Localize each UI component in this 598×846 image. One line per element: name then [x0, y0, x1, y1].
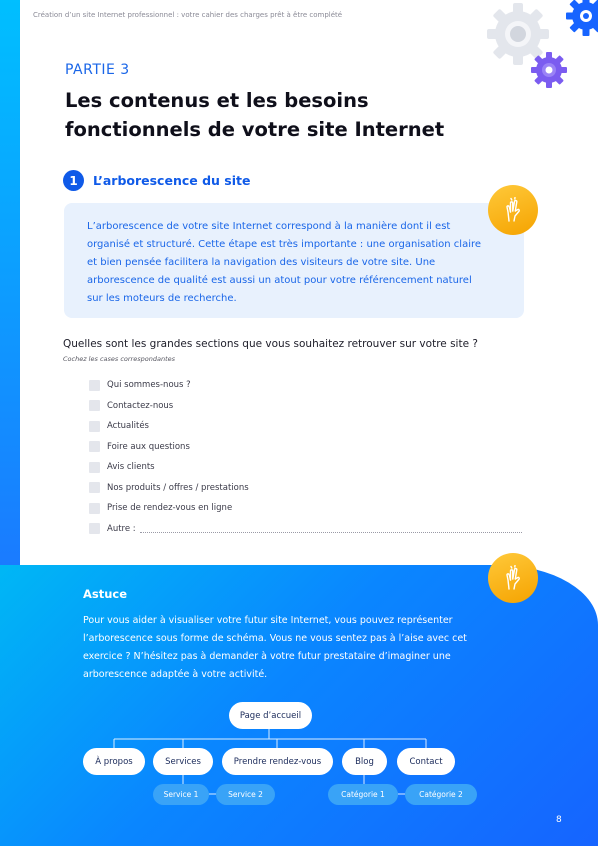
- left-accent-stripe: [0, 0, 20, 565]
- other-answer-line[interactable]: [140, 524, 522, 533]
- checklist-item-other[interactable]: [89, 519, 522, 540]
- checkbox[interactable]: [89, 482, 100, 493]
- checklist-item[interactable]: [89, 396, 522, 417]
- fingers-crossed-hand-icon: [488, 553, 538, 603]
- astuce-title: Astuce: [83, 587, 128, 601]
- sitemap-subnode-service-1: Service 1: [153, 784, 209, 805]
- checkbox[interactable]: [89, 462, 100, 473]
- sitemap-node-contact: Contact: [397, 748, 455, 775]
- checklist-label: Contactez-nous: [107, 400, 174, 411]
- checkbox[interactable]: [89, 421, 100, 432]
- checklist-item[interactable]: [89, 375, 522, 396]
- checkbox[interactable]: [89, 503, 100, 514]
- hand-glyph: [500, 197, 526, 223]
- fingers-crossed-hand-icon: [488, 185, 538, 235]
- section-heading: [63, 170, 250, 191]
- checklist-label: Actualités: [107, 421, 149, 432]
- sitemap-subnode-categorie-1: Catégorie 1: [328, 784, 398, 805]
- sitemap-node-a-propos: À propos: [83, 748, 145, 775]
- checkbox[interactable]: [89, 441, 100, 452]
- checklist-label: Autre :: [107, 523, 136, 534]
- gears-icon: [478, 0, 598, 100]
- checklist-item[interactable]: [89, 457, 522, 478]
- page-number: 8: [556, 815, 562, 825]
- question-hint: Cochez les cases correspondantes: [63, 355, 176, 363]
- checklist-item[interactable]: [89, 416, 522, 437]
- sections-checklist: [89, 375, 522, 539]
- checklist-label: Prise de rendez-vous en ligne: [107, 503, 233, 514]
- checklist-label: Qui sommes-nous ?: [107, 380, 191, 391]
- sitemap-subnode-service-2: Service 2: [216, 784, 275, 805]
- checkbox[interactable]: [89, 400, 100, 411]
- checkbox[interactable]: [89, 380, 100, 391]
- page-title: Les contenus et les besoins fonctionnels de votre site Internet: [65, 89, 445, 141]
- section-title: L’arborescence du site: [93, 173, 251, 188]
- checkbox[interactable]: [89, 523, 100, 534]
- hand-glyph: [500, 565, 526, 591]
- intro-text: L’arborescence de votre site Internet correspond à la manière dont il est organisé et structuré. Cette étape est très importante : une organisation claire et bien pensée facilitera la navigation des visiteurs de votre site. Une arborescence de qualité est aussi un atout pour votre référencement naturel sur les moteurs de recherche.: [87, 221, 482, 304]
- intro-box: [64, 203, 524, 318]
- question-text: Quelles sont les grandes sections que vous souhaitez retrouver sur votre site ?: [63, 338, 478, 350]
- checklist-label: Avis clients: [107, 462, 155, 473]
- checklist-label: Foire aux questions: [107, 441, 190, 452]
- part-label: PARTIE 3: [65, 62, 130, 78]
- checklist-item[interactable]: [89, 498, 522, 519]
- sitemap-node-rendez-vous: Prendre rendez-vous: [222, 748, 333, 775]
- checklist-item[interactable]: [89, 478, 522, 499]
- checklist-item[interactable]: [89, 437, 522, 458]
- running-header: Création d’un site Internet professionnel : votre cahier des charges prêt à être complété: [33, 11, 343, 19]
- section-number-badge: 1: [63, 170, 84, 191]
- sitemap-root-node: Page d’accueil: [229, 702, 312, 729]
- checklist-label: Nos produits / offres / prestations: [107, 482, 249, 493]
- sitemap-subnode-categorie-2: Catégorie 2: [405, 784, 477, 805]
- sitemap-node-blog: Blog: [342, 748, 387, 775]
- astuce-text: Pour vous aider à visualiser votre futur site Internet, vous pouvez représenter l’arborescence sous forme de schéma. Vous ne vous sentez pas à l’aise avec cet exercice ? N’hésitez pas à demander à votre futur prestataire d’imaginer une arborescence adaptée à votre activité.: [83, 615, 467, 680]
- sitemap-node-services: Services: [153, 748, 213, 775]
